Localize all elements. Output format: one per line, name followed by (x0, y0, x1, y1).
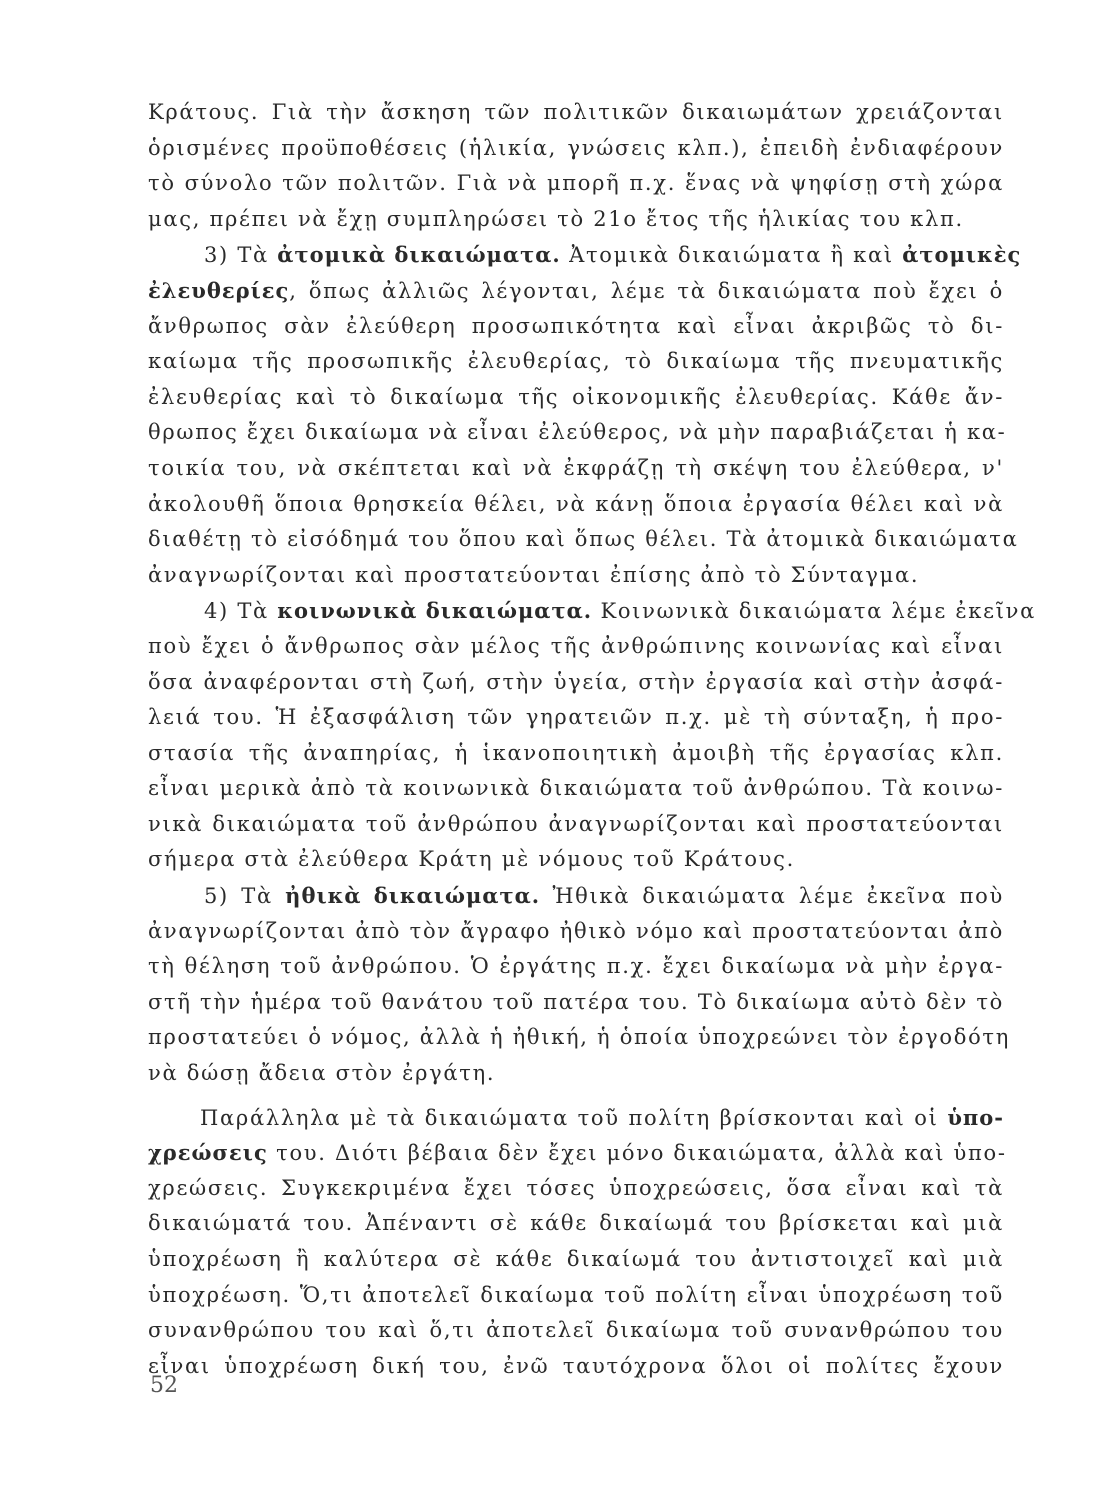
text-line: τοικία του, νὰ σκέπτεται καὶ νὰ ἐκφράζῃ τὴ σκέψη του ἐλεύθερα, ν' (148, 455, 1004, 480)
text-line: εἶναι μερικὰ ἀπὸ τὰ κοινωνικὰ δικαιώματα τοῦ ἀνθρώπου. Τὰ κοινω- (148, 776, 1004, 801)
bold-term: ἐλευθερίες (148, 277, 290, 303)
text-line: τὴ θέληση τοῦ ἀνθρώπου. Ὁ ἐργάτης π.χ. ἔχει δικαίωμα νὰ μὴν ἐργα- (148, 954, 1004, 979)
paragraph-start-line: Παράλληλα μὲ τὰ δικαιώματα τοῦ πολίτη βρίσκονται καὶ οἱ ὑπο- (200, 1104, 1004, 1130)
text-line: καίωμα τῆς προσωπικῆς ἐλευθερίας, τὸ δικαίωμα τῆς πνευματικῆς (148, 349, 1004, 374)
text-line: σήμερα στὰ ἐλεύθερα Κράτη μὲ νόμους τοῦ Κράτους. (148, 847, 795, 872)
text-line: ποὺ ἔχει ὁ ἄνθρωπος σὰν μέλος τῆς ἀνθρώπινης κοινωνίας καὶ εἶναι (148, 633, 1004, 658)
section-heading-line: 5) Τὰ ἠθικὰ δικαιώματα. Ἠθικὰ δικαιώματα λέμε ἐκεῖνα ποὺ (204, 883, 1004, 909)
text-line: στασία τῆς ἀναπηρίας, ἡ ἱκανοποιητικὴ ἀμοιβὴ τῆς ἐργασίας κλπ. (148, 740, 1004, 765)
section-heading-line: 3) Τὰ ἀτομικὰ δικαιώματα. Ἀτομικὰ δικαιώματα ἢ καὶ ἀτομικὲς (204, 242, 1022, 268)
bold-term: χρεώσεις (148, 1140, 268, 1166)
text-line: χρεώσεις του. Διότι βέβαια δὲν ἔχει μόνο δικαιώματα, ἀλλὰ καὶ ὑπο- (148, 1140, 1007, 1166)
page-text (148, 95, 1036, 1384)
text-line: ὑποχρέωση. Ὅ,τι ἀποτελεῖ δικαίωμα τοῦ πολίτη εἶναι ὑποχρέωση τοῦ (148, 1282, 1004, 1307)
bold-term: κοινωνικὰ δικαιώματα. (277, 598, 593, 624)
bold-term: ἠθικὰ δικαιώματα. (285, 883, 541, 909)
text-line: χρεώσεις. Συγκεκριμένα ἔχει τόσες ὑποχρεώσεις, ὅσα εἶναι καὶ τὰ (148, 1175, 1004, 1200)
text-line: ὅσα ἀναφέρονται στὴ ζωή, στὴν ὑγεία, στὴν ἐργασία καὶ στὴν ἀσφά- (148, 669, 1004, 694)
text-line: συνανθρώπου του καὶ ὅ,τι ἀποτελεῖ δικαίωμα τοῦ συνανθρώπου του (148, 1318, 1004, 1343)
text-line: εἶναι ὑποχρέωση δική του, ἐνῶ ταυτόχρονα ὅλοι οἱ πολίτες ἔχουν (148, 1353, 1004, 1378)
text-line: ἀναγνωρίζονται καὶ προστατεύονται ἐπίσης ἀπὸ τὸ Σύνταγμα. (148, 562, 920, 587)
text-line: ἀκολουθῆ ὅποια θρησκεία θέλει, νὰ κάνῃ ὅποια ἐργασία θέλει καὶ νὰ (148, 491, 1004, 516)
text-line: ἐλευθερίες, ὅπως ἀλλιῶς λέγονται, λέμε τὰ δικαιώματα ποὺ ἔχει ὁ (148, 277, 1004, 303)
bold-term: ἀτομικὰ δικαιώματα. (277, 242, 561, 268)
text-line: ἄνθρωπος σὰν ἐλεύθερη προσωπικότητα καὶ εἶναι ἀκριβῶς τὸ δι- (148, 313, 1004, 338)
text-line: νικὰ δικαιώματα τοῦ ἀνθρώπου ἀναγνωρίζονται καὶ προστατεύονται (148, 811, 1004, 836)
text-line: ὑποχρέωση ἢ καλύτερα σὲ κάθε δικαίωμά του ἀντιστοιχεῖ καὶ μιὰ (148, 1247, 1004, 1271)
text-line: μας, πρέπει νὰ ἔχῃ συμπληρώσει τὸ 21ο ἔτος τῆς ἡλικίας του κλπ. (148, 206, 964, 231)
text-line: προστατεύει ὁ νόμος, ἀλλὰ ἡ ἠθική, ἡ ὁποία ὑποχρεώνει τὸν ἐργοδότη (148, 1025, 1011, 1050)
text-line: Κράτους. Γιὰ τὴν ἄσκηση τῶν πολιτικῶν δικαιωμάτων χρειάζονται (148, 100, 1004, 124)
text-line: δικαιώματά του. Ἀπέναντι σὲ κάθε δικαίωμά του βρίσκεται καὶ μιὰ (148, 1211, 1004, 1236)
bold-term: ὑπο- (947, 1104, 1004, 1130)
text-line: ὁρισμένες προϋποθέσεις (ἡλικία, γνώσεις κλπ.), ἐπειδὴ ἐνδιαφέρουν (148, 135, 1004, 160)
text-line: τὸ σύνολο τῶν πολιτῶν. Γιὰ νὰ μπορῆ π.χ. ἕνας νὰ ψηφίσῃ στὴ χώρα (148, 171, 1004, 196)
text-line: νὰ δώσῃ ἄδεια στὸν ἐργάτη. (148, 1061, 496, 1086)
bold-term: ἀτομικὲς (902, 242, 1022, 268)
text-line: στῆ τὴν ἡμέρα τοῦ θανάτου τοῦ πατέρα του. Τὸ δικαίωμα αὐτὸ δὲν τὸ (148, 989, 1004, 1014)
text-line: λειά του. Ἡ ἐξασφάλιση τῶν γηρατειῶν π.χ. μὲ τὴ σύνταξη, ἡ προ- (148, 705, 1004, 730)
text-line: διαθέτῃ τὸ εἰσόδημά του ὅπου καὶ ὅπως θέλει. Τὰ ἀτομικὰ δικαιώματα (148, 527, 1019, 552)
text-line: ἀναγνωρίζονται ἀπὸ τὸν ἄγραφο ἠθικὸ νόμο καὶ προστατεύονται ἀπὸ (148, 918, 1004, 943)
section-heading-line: 4) Τὰ κοινωνικὰ δικαιώματα. Κοινωνικὰ δικαιώματα λέμε ἐκεῖνα (204, 598, 1036, 624)
page-number: 52 (150, 1373, 178, 1398)
text-line: ἐλευθερίας καὶ τὸ δικαίωμα τῆς οἰκονομικῆς ἐλευθερίας. Κάθε ἄν- (148, 384, 1004, 409)
text-line: θρωπος ἔχει δικαίωμα νὰ εἶναι ἐλεύθερος, νὰ μὴν παραβιάζεται ἡ κα- (148, 420, 1007, 445)
